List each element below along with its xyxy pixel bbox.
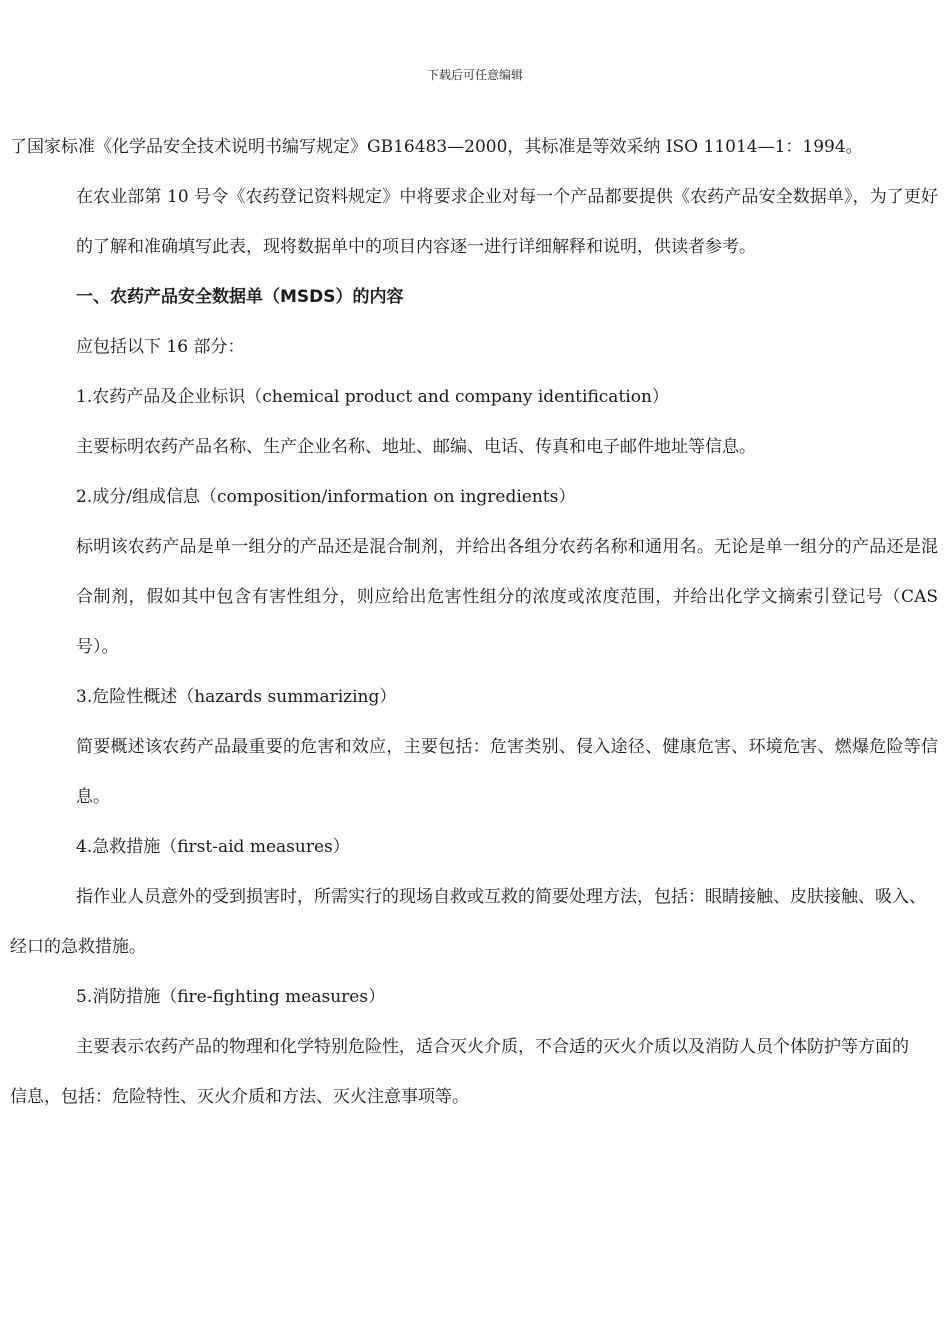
item-title: 4.急救措施（first-aid measures） (76, 837, 350, 857)
item-title: 3.危险性概述（hazards summarizing） (76, 687, 397, 707)
page-header: 下载后可任意编辑 (426, 68, 523, 82)
paragraph: 主要标明农药产品名称、生产企业名称、地址、邮编、电话、传真和电子邮件地址等信息。 (76, 437, 756, 457)
paragraph: 在农业部第 10 号令《农药登记资料规定》中将要求企业对每一个产品都要提供《农药产品安全数据单》，为了更好的了解和准确填写此表，现将数据单中的项目内容逐一进行详细解释和说明，供读者参考。 (76, 187, 938, 257)
paragraph: 简要概述该农药产品最重要的危害和效应，主要包括：危害类别、侵入途径、健康危害、环境危害、燃爆危险等信息。 (76, 737, 938, 807)
paragraph: 主要表示农药产品的物理和化学特别危险性，适合灭火介质，不合适的灭火介质以及消防人员个体防护等方面的 (76, 1037, 909, 1057)
item-title: 1.农药产品及企业标识（chemical product and company identification） (76, 387, 669, 407)
paragraph: 应包括以下 16 部分： (76, 337, 245, 357)
item-title: 5.消防措施（fire-fighting measures） (76, 987, 386, 1007)
document-body (10, 122, 938, 1122)
section-heading: 一、农药产品安全数据单（MSDS）的内容 (76, 287, 404, 307)
paragraph: 标明该农药产品是单一组分的产品还是混合制剂，并给出各组分农药名称和通用名。无论是单一组分的产品还是混合制剂，假如其中包含有害性组分，则应给出危害性组分的浓度或浓度范围，并给出化学文摘索引登记号（CAS 号）。 (76, 537, 938, 657)
paragraph: 信息，包括：危险特性、灭火介质和方法、灭火注意事项等。 (10, 1087, 469, 1107)
paragraph: 了国家标准《化学品安全技术说明书编写规定》GB16483—2000，其标准是等效采纳 ISO 11014—1：1994。 (10, 137, 863, 157)
paragraph: 指作业人员意外的受到损害时，所需实行的现场自救或互救的简要处理方法，包括：眼睛接触、皮肤接触、吸入、 (76, 887, 926, 907)
paragraph: 经口的急救措施。 (10, 937, 146, 957)
item-title: 2.成分/组成信息（composition/information on ingredients） (76, 487, 576, 507)
